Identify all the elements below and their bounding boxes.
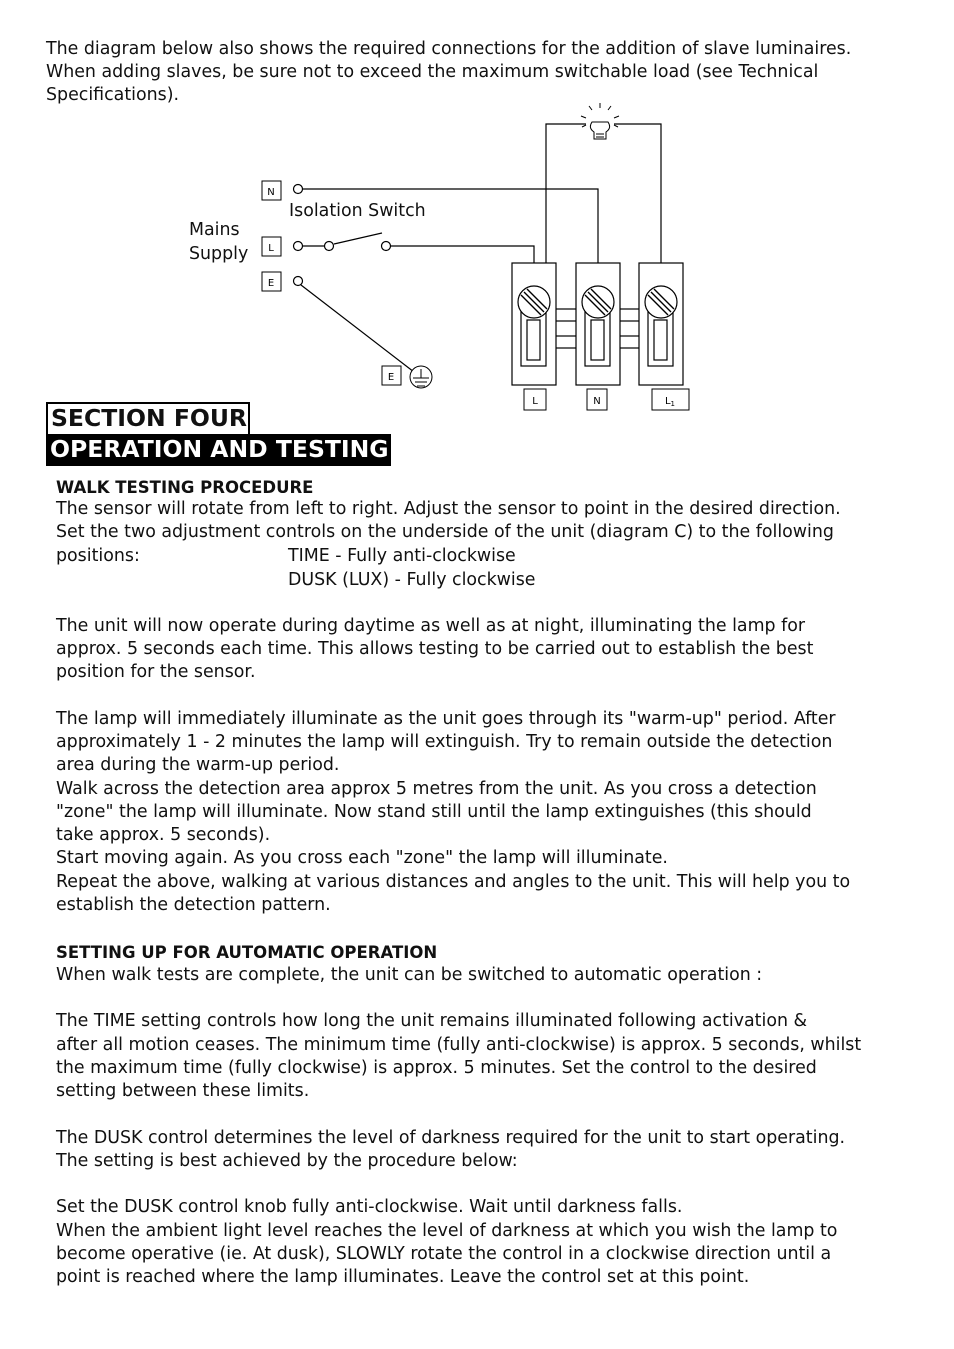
walk-p3-line-3: area during the warm-up period.: [56, 755, 340, 775]
wiring-diagram: [0, 0, 954, 420]
block-l-label: L: [532, 396, 538, 407]
earth-label: E: [387, 372, 395, 383]
switch-lever: [334, 233, 382, 244]
auto-p4-line-2: When the ambient light level reaches the level of darkness at which you wish the lamp to: [56, 1221, 838, 1241]
walk-p3-line-5: "zone" the lamp will illuminate. Now stand still until the lamp extinguishes (this should: [56, 802, 812, 822]
walk-p2-line-2: approx. 5 seconds each time. This allows testing to be carried out to establish the best: [56, 639, 814, 659]
terminal-n-label: N: [267, 187, 275, 198]
walk-p3-line-4: Walk across the detection area approx 5 metres from the unit. As you cross a detection: [56, 779, 817, 799]
intro-line-2: When adding slaves, be sure not to exceed the maximum switchable load (see Technical: [46, 62, 819, 82]
intro-line-1: The diagram below also shows the required connections for the addition of slave luminaires.: [46, 39, 852, 59]
auto-p1: When walk tests are complete, the unit can be switched to automatic operation :: [56, 965, 763, 985]
terminal-n-point: [294, 185, 303, 194]
mains-label: Mains: [189, 220, 240, 240]
time-setting: TIME - Fully anti-clockwise: [288, 546, 516, 566]
section-title: SECTION FOUR: [51, 404, 248, 432]
lamp-icon: [581, 103, 619, 139]
walk-p3-line-2: approximately 1 - 2 minutes the lamp will extinguish. Try to remain outside the detection: [56, 732, 833, 752]
earth-symbol-icon: [410, 366, 432, 388]
auto-p3-line-2: The setting is best achieved by the procedure below:: [56, 1151, 518, 1171]
auto-p4-line-4: point is reached where the lamp illuminates. Leave the control set at this point.: [56, 1267, 750, 1287]
switch-pivot: [325, 242, 334, 251]
connector-block: [512, 263, 683, 385]
live-wire: [390, 246, 534, 263]
intro-line-3: Specifications).: [46, 85, 180, 105]
dusk-setting: DUSK (LUX) - Fully clockwise: [288, 570, 536, 590]
walk-p1-line-1: The sensor will rotate from left to right. Adjust the sensor to point in the desired direction.: [56, 499, 841, 519]
lamp-wire-left: [546, 124, 586, 263]
supply-label: Supply: [189, 244, 249, 264]
switch-contact: [382, 242, 391, 251]
terminal-l-point: [294, 242, 303, 251]
walk-testing-heading: WALK TESTING PROCEDURE: [56, 478, 314, 497]
section-four-box: [46, 402, 250, 436]
walk-p3-line-9: establish the detection pattern.: [56, 895, 331, 915]
walk-p3-line-7: Start moving again. As you cross each "zone" the lamp will illuminate.: [56, 848, 668, 868]
walk-p3-line-6: take approx. 5 seconds).: [56, 825, 271, 845]
section-subtitle: OPERATION AND TESTING: [50, 435, 389, 463]
walk-p3-line-1: The lamp will immediately illuminate as the unit goes through its "warm-up" period. After: [56, 709, 836, 729]
block-l1-label: $L_1$: [664, 396, 676, 408]
terminal-e-point: [294, 277, 303, 286]
auto-p2-line-1: The TIME setting controls how long the unit remains illuminated following activation &: [56, 1011, 808, 1031]
auto-p2-line-4: setting between these limits.: [56, 1081, 310, 1101]
positions-label: positions:: [56, 546, 140, 566]
lamp-wire-right: [614, 124, 661, 263]
earth-wire: [301, 285, 414, 372]
operation-testing-bar: [46, 434, 391, 466]
walk-p2-line-1: The unit will now operate during daytime as well as at night, illuminating the lamp for: [56, 616, 806, 636]
auto-p2-line-2: after all motion ceases. The minimum time (fully anti-clockwise) is approx. 5 seconds, whilst: [56, 1035, 862, 1055]
terminal-e-label: E: [267, 278, 275, 289]
auto-operation-heading: SETTING UP FOR AUTOMATIC OPERATION: [56, 943, 438, 962]
isolation-switch-label: Isolation Switch: [289, 201, 426, 221]
walk-p2-line-3: position for the sensor.: [56, 662, 256, 682]
terminal-l-label: L: [268, 243, 274, 254]
auto-p3-line-1: The DUSK control determines the level of darkness required for the unit to start operating.: [56, 1128, 846, 1148]
auto-p2-line-3: the maximum time (fully clockwise) is approx. 5 minutes. Set the control to the desired: [56, 1058, 817, 1078]
walk-p3-line-8: Repeat the above, walking at various distances and angles to the unit. This will help you to: [56, 872, 851, 892]
block-n-label: N: [593, 396, 601, 407]
auto-p4-line-3: become operative (ie. At dusk), SLOWLY rotate the control in a clockwise direction until a: [56, 1244, 832, 1264]
auto-p4-line-1: Set the DUSK control knob fully anti-clockwise. Wait until darkness falls.: [56, 1197, 683, 1217]
walk-p1-line-2: Set the two adjustment controls on the underside of the unit (diagram C) to the following: [56, 522, 834, 542]
